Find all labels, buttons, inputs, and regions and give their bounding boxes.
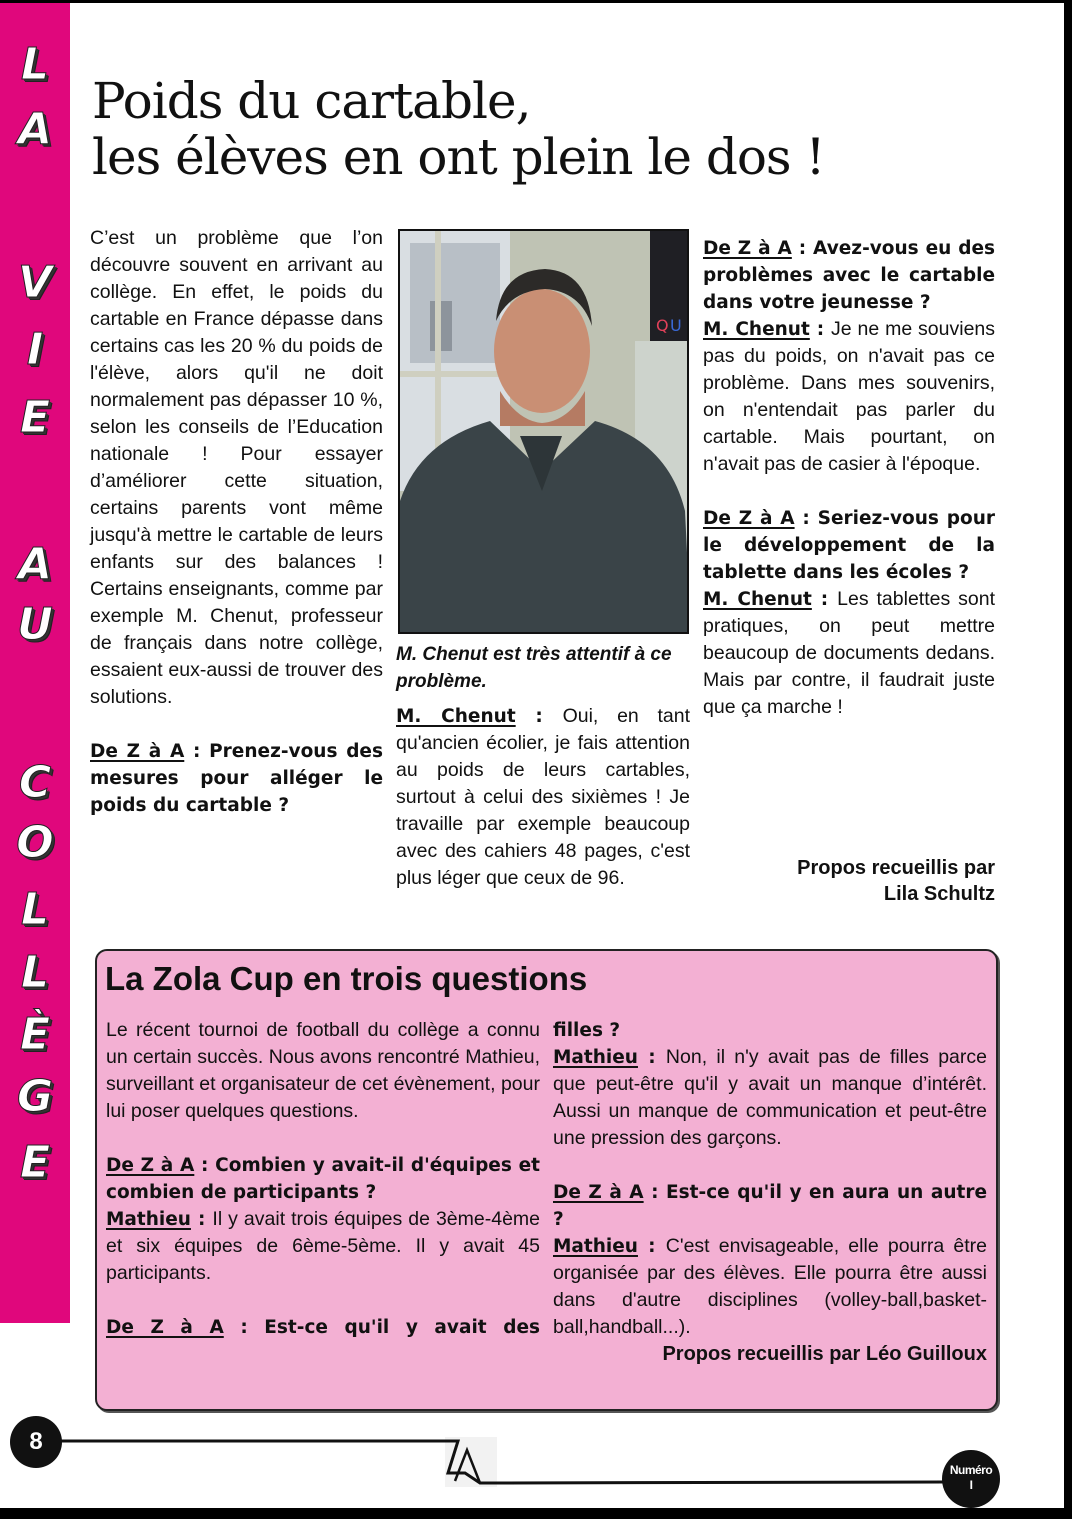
banner-letter: O <box>16 817 54 868</box>
article-intro: C’est un problème que l’on découvre souvent en arrivant au collège. En effet, le poids du cartable en France dépasse dans certains cas les 20 % du poids de l'élève, alors qu'il ne doit normalement pas dépasser 10 %, selon les conseils de l’Education nationale ! Pour essayer d’améliorer cette situation, certains parents vont même jusqu'à mettre le cartable de leurs enfants sur des balances ! Certains enseignants, comme par exemple M. Chenut, professeur de français dans notre collège, essaient eux-aussi de trouver des solutions. <box>90 227 383 708</box>
interviewer-label: De Z à A <box>703 508 795 529</box>
zola-cup-box <box>95 949 998 1411</box>
box-answer-3-text: C'est envisageable, elle pourra être organisée par des élèves. Elle pourra être aussi dans d'autre disciplines (volley-ball,basket-ball,handball...). <box>553 1235 987 1338</box>
interviewer-label: De Z à A <box>90 741 185 762</box>
banner-letter: V <box>17 257 53 308</box>
answer-1: M. Chenut : Oui, en tant qu'ancien écolier, je fais attention au poids de leurs cartables, surtout à celui des sixièmes ! Je travaille par exemple beaucoup avec des cahiers 48 pages, c'est plus léger que ceux de 96. <box>396 705 691 889</box>
section-banner <box>0 3 70 1323</box>
title-line-2: les élèves en ont plein le dos ! <box>92 128 825 186</box>
box-question-1-text: Combien y avait-il d'équipes et combien de participants ? <box>106 1155 540 1203</box>
title-line-1: Poids du cartable, <box>92 72 531 130</box>
box-intro: Le récent tournoi de football du collège a connu un certain succès. Nous avons rencontré Mathieu, surveillant et organisateur de cet évènement, pour lui poser quelques questions. <box>106 1019 540 1122</box>
box-answer-1: Mathieu : Il y avait trois équipes de 3ème-4ème et six équipes de 6ème-5ème. Il y avait 45 participants. <box>106 1208 540 1284</box>
box-question-3-text: Est-ce qu'il y en aura un autre ? <box>553 1182 988 1230</box>
answer-3-text: Les tablettes sont pratiques, on peut mettre beaucoup de documents dedans. Mais par contre, il faudrait juste que ça marche ! <box>703 588 995 718</box>
banner-letter: E <box>19 1137 51 1188</box>
banner-letter: C <box>18 757 52 808</box>
interviewer-label: De Z à A <box>703 238 792 259</box>
article-credit <box>703 855 995 907</box>
banner-letter: È <box>19 1009 51 1060</box>
svg-text:Q: Q <box>656 316 669 335</box>
page-number: 8 <box>10 1416 62 1468</box>
banner-letter: A <box>17 104 53 155</box>
box-question-3: De Z à A : Est-ce qu'il y en aura un autre ? <box>553 1182 988 1230</box>
svg-text:U: U <box>670 316 682 335</box>
page-footer <box>0 1403 1064 1508</box>
question-1-text: Prenez-vous des mesures pour alléger le poids du cartable ? <box>90 741 383 816</box>
box-column-1 <box>106 1017 540 1341</box>
question-3: De Z à A : Seriez-vous pour le développement de la tablette dans les écoles ? <box>703 508 995 583</box>
photo-caption: M. Chenut est très attentif à ce problème. <box>396 644 672 692</box>
interviewee-label: M. Chenut <box>396 706 516 727</box>
interviewer-label: De Z à A <box>106 1155 195 1176</box>
banner-letter: U <box>17 599 53 650</box>
portrait-image <box>400 231 689 634</box>
question-3-text: Seriez-vous pour le développement de la tablette dans les écoles ? <box>703 508 995 583</box>
credit-author: Lila Schultz <box>883 883 995 905</box>
answer-3: M. Chenut : Les tablettes sont pratiques, on peut mettre beaucoup de documents dedans. Mais par contre, il faudrait juste que ça marche ! <box>703 588 995 718</box>
interviewer-label: De Z à A <box>106 1317 224 1338</box>
issue-badge <box>942 1450 1000 1508</box>
box-answer-3: Mathieu : C'est envisageable, elle pourra être organisée par des élèves. Elle pourra être aussi dans d'autre disciplines (volley-ball,basket-ball,handball...). <box>553 1235 987 1338</box>
interviewee-label: Mathieu <box>106 1209 191 1230</box>
magazine-page <box>0 3 1064 1508</box>
issue-number: I <box>969 1478 973 1492</box>
question-2: De Z à A : Avez-vous eu des problèmes avec le cartable dans votre jeunesse ? <box>703 238 996 313</box>
credit-line-1: Propos recueillis par <box>797 857 995 879</box>
answer-1-text: Oui, en tant qu'ancien écolier, je fais attention au poids de leurs cartables, surtout à celui des sixièmes ! Je travaille par exemple beaucoup avec des cahiers 48 pages, c'est plus léger que ceux de 96. <box>396 705 691 889</box>
interviewee-label: M. Chenut <box>703 319 810 340</box>
answer-2-text: Je ne me souviens pas du poids, on n'avait pas ce problème. Dans mes souvenirs, on n'entendait pas parler du cartable. Mais pourtant, on n'avait pas de casier à l'époque. <box>703 318 996 475</box>
box-answer-1-text: Il y avait trois équipes de 3ème-4ème et six équipes de 6ème-5ème. Il y avait 45 participants. <box>106 1208 540 1284</box>
article-column-2 <box>396 703 690 892</box>
box-answer-2: Mathieu : Non, il n'y avait pas de filles parce que peut-être qu'il y avait un manque d’intérêt. Aussi un manque de communication et peut-être une pression des garçons. <box>553 1046 987 1149</box>
box-question-2-text: Est-ce qu'il y avait des <box>264 1317 540 1338</box>
box-credit: Propos recueillis par Léo Guilloux <box>662 1343 987 1365</box>
footer-line <box>0 1403 1064 1508</box>
question-2-text: Avez-vous eu des problèmes avec le cartable dans votre jeunesse ? <box>703 238 996 313</box>
interviewee-label: Mathieu <box>553 1047 638 1068</box>
answer-2: M. Chenut : Je ne me souviens pas du poids, on n'avait pas ce problème. Dans mes souvenirs, on n'entendait pas parler du cartable. Mais pourtant, on n'avait pas de casier à l'époque. <box>703 318 996 475</box>
box-question-1: De Z à A : Combien y avait-il d'équipes et combien de participants ? <box>106 1155 540 1203</box>
banner-letter: L <box>20 884 50 935</box>
portrait-photo <box>398 229 689 634</box>
box-column-2 <box>553 1017 987 1368</box>
question-1: De Z à A : Prenez-vous des mesures pour alléger le poids du cartable ? <box>90 741 383 816</box>
issue-label: Numéro <box>949 1463 993 1477</box>
banner-letter: E <box>19 392 51 443</box>
interviewee-label: M. Chenut <box>703 589 812 610</box>
banner-letter: A <box>17 539 53 590</box>
box-title: La Zola Cup en trois questions <box>105 960 588 997</box>
banner-letter: L <box>20 39 50 90</box>
interviewer-label: De Z à A <box>553 1182 644 1203</box>
banner-letter: G <box>16 1071 54 1122</box>
interviewee-label: Mathieu <box>553 1236 638 1257</box>
article-column-1 <box>90 225 383 819</box>
box-question-2-continued: filles ? <box>553 1020 621 1041</box>
box-question-2: De Z à A : Est-ce qu'il y avait des <box>106 1317 540 1338</box>
banner-letter: I <box>26 324 44 375</box>
box-answer-2-text: Non, il n'y avait pas de filles parce que peut-être qu'il y avait un manque d’intérêt. Aussi un manque de communication et peut-être une pression des garçons. <box>553 1046 987 1149</box>
article-column-3 <box>703 235 995 721</box>
banner-letter: L <box>20 947 50 998</box>
article-title <box>92 73 992 185</box>
